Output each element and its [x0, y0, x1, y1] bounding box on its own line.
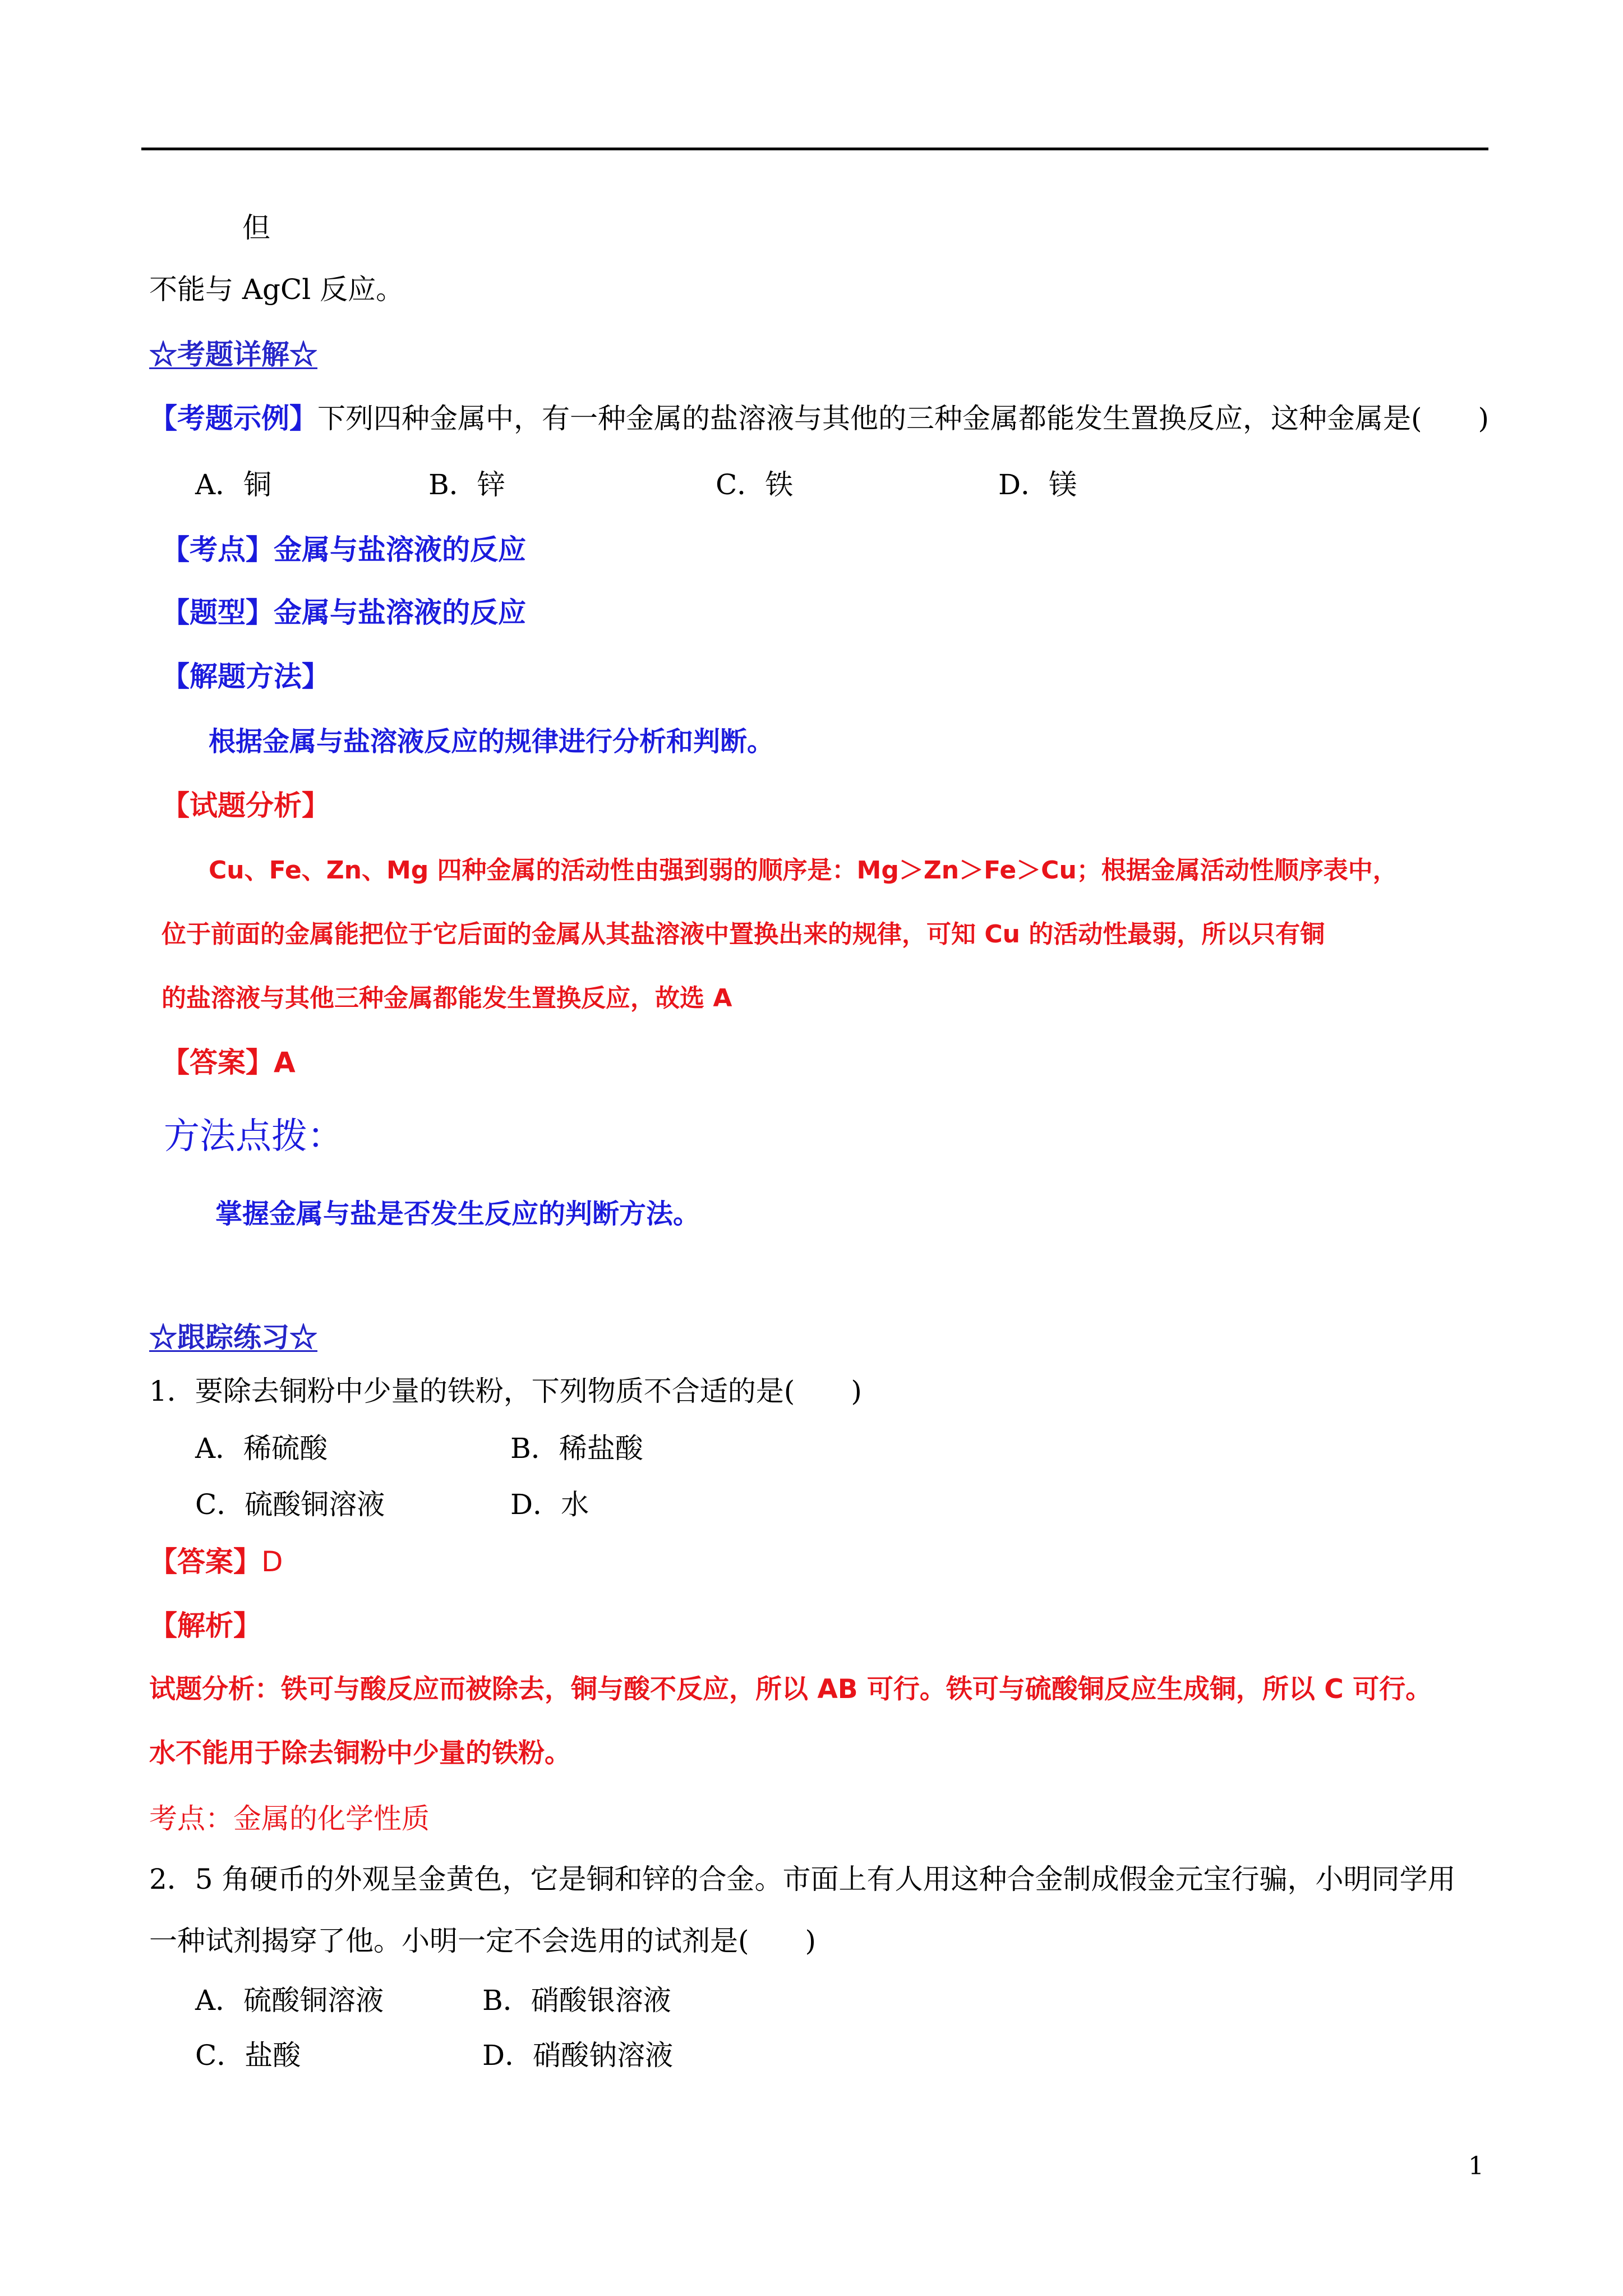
example-option-c: C．铁	[716, 468, 794, 501]
example-label: 【考题示例】	[149, 402, 317, 435]
example-option-a: A．铜	[195, 468, 272, 501]
q2-option-c: C．盐酸	[195, 2039, 301, 2072]
q1-option-b: B．稀盐酸	[510, 1432, 643, 1465]
method-label: 【解题方法】	[162, 660, 330, 693]
q1-option-d: D．水	[510, 1488, 589, 1521]
q1-point: 考点：金属的化学性质	[149, 1802, 430, 1835]
example-option-b: B．锌	[428, 468, 505, 501]
tip-text: 掌握金属与盐是否发生反应的判断方法。	[215, 1198, 700, 1230]
q1-option-c: C．硫酸铜溶液	[195, 1488, 385, 1521]
kaodian-label: 【考点】	[162, 533, 274, 566]
q2-stem-line-1: 2．5 角硬币的外观呈金黄色，它是铜和锌的合金。市面上有人用这种合金制成假金元宝行骗，小明同学用	[149, 1863, 1456, 1895]
q1-explain-line-2: 水不能用于除去铜粉中少量的铁粉。	[149, 1738, 571, 1769]
tixing-label: 【题型】	[162, 596, 274, 629]
tip-title: 方法点拨：	[164, 1116, 343, 1157]
tixing-line	[162, 595, 526, 631]
page-number: 1	[1468, 2152, 1484, 2180]
example-answer-value: A	[274, 1046, 296, 1079]
q1-answer	[149, 1544, 283, 1580]
section-title-detail[interactable]: ☆考题详解☆	[149, 338, 317, 371]
analysis-line-1: Cu、Fe、Zn、Mg 四种金属的活动性由强到弱的顺序是：Mg＞Zn＞Fe＞Cu；根据金属活动性顺序表中，	[209, 856, 1398, 885]
analysis-line-2: 位于前面的金属能把位于它后面的金属从其盐溶液中置换出来的规律，可知 Cu 的活动性最弱，所以只有铜	[162, 920, 1325, 949]
q2-option-d: D．硝酸钠溶液	[482, 2039, 674, 2072]
q2-option-b: B．硝酸银溶液	[482, 1984, 671, 2017]
continuation-line-2: 不能与 AgCl 反应。	[149, 273, 404, 306]
q1-stem: 1．要除去铜粉中少量的铁粉，下列物质不合适的是( )	[149, 1375, 862, 1407]
analysis-line-3: 的盐溶液与其他三种金属都能发生置换反应，故选 A	[162, 984, 732, 1013]
tixing-text: 金属与盐溶液的反应	[274, 596, 526, 629]
q2-stem-line-2: 一种试剂揭穿了他。小明一定不会选用的试剂是( )	[149, 1925, 817, 1957]
example-text: 下列四种金属中，有一种金属的盐溶液与其他的三种金属都能发生置换反应，这种金属是( )	[317, 402, 1490, 435]
kaodian-text: 金属与盐溶液的反应	[274, 533, 526, 566]
example-question	[149, 401, 1489, 436]
q1-explain-label: 【解析】	[149, 1609, 261, 1642]
q1-option-a: A．稀硫酸	[195, 1432, 328, 1465]
q2-option-a: A．硫酸铜溶液	[195, 1984, 384, 2017]
q1-answer-label: 【答案】	[149, 1545, 261, 1578]
q1-answer-value: D	[261, 1545, 283, 1578]
example-answer-label: 【答案】	[162, 1046, 274, 1079]
example-answer	[162, 1045, 296, 1080]
header-rule	[141, 148, 1488, 150]
method-text: 根据金属与盐溶液反应的规律进行分析和判断。	[209, 726, 774, 757]
example-option-d: D．镁	[998, 468, 1077, 501]
kaodian-line	[162, 532, 526, 568]
section-title-practice[interactable]: ☆跟踪练习☆	[149, 1320, 317, 1354]
continuation-line-1: 但	[242, 211, 270, 244]
analysis-label: 【试题分析】	[162, 789, 330, 822]
q1-explain-line-1: 试题分析：铁可与酸反应而被除去，铜与酸不反应，所以 AB 可行。铁可与硫酸铜反应生成铜，所以 C 可行。	[149, 1674, 1432, 1705]
